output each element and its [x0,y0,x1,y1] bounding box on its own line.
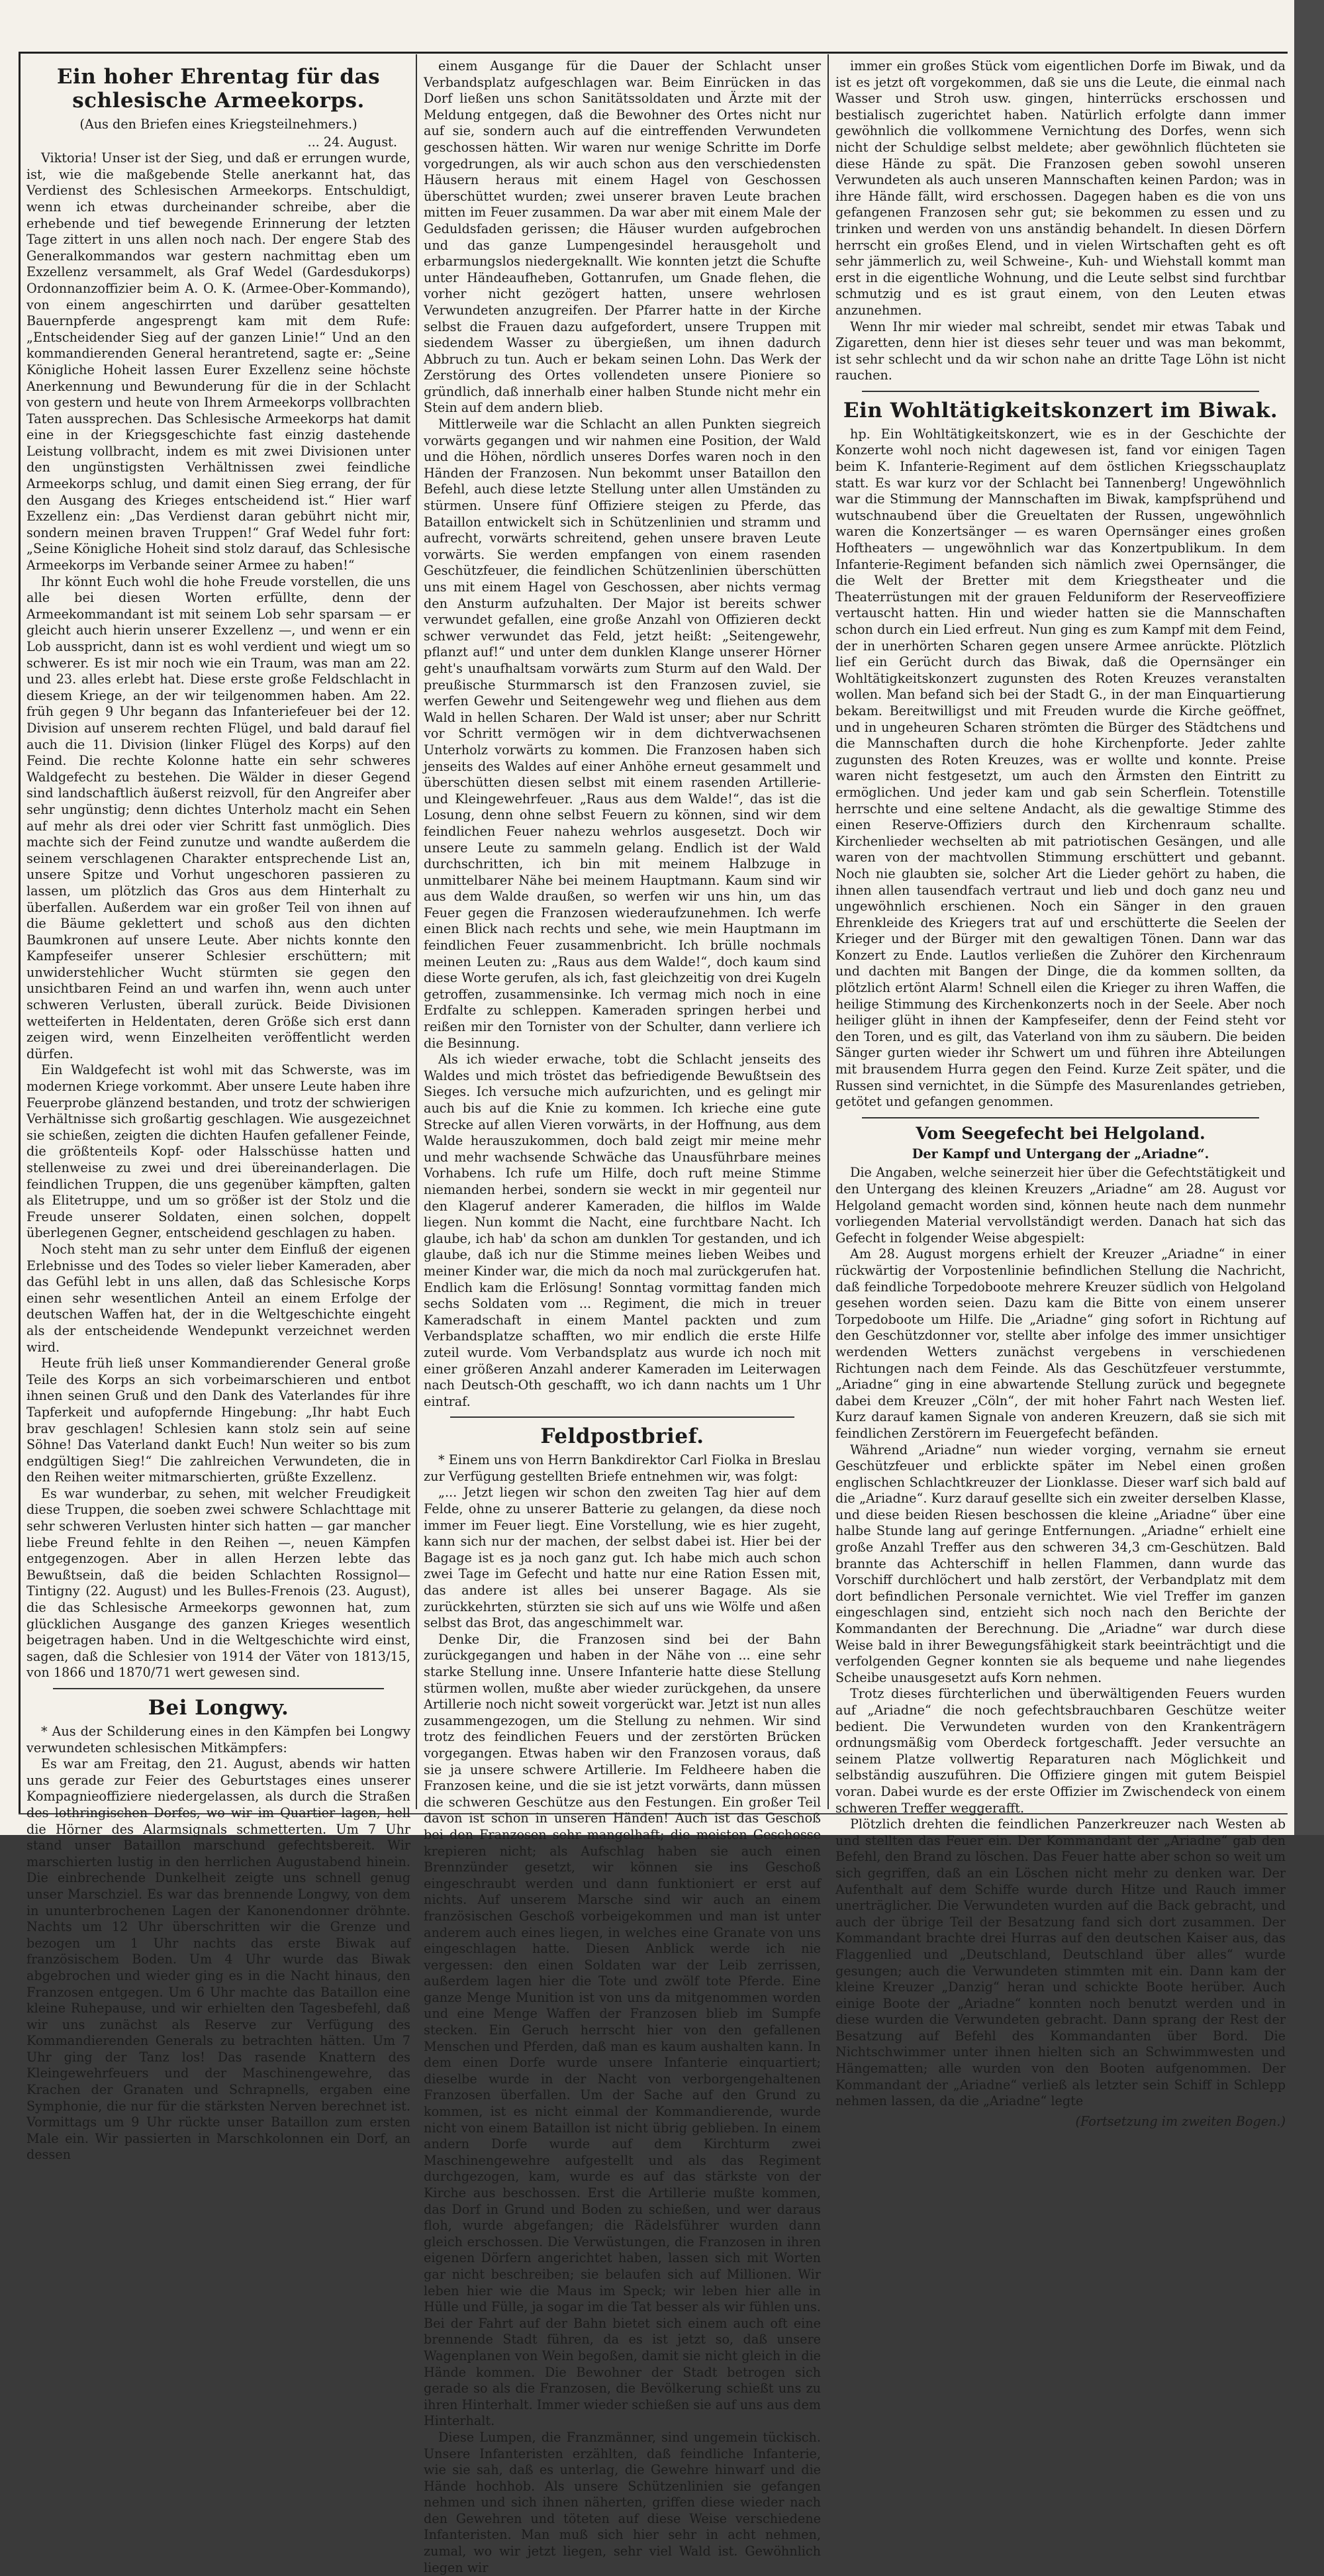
paragraph: Als ich wieder erwache, tobt die Schlacht jenseits des Waldes und mich tröstet das befriedigende Bewußtsein des Sieges. Ich versuche mich aufzurichten, und es gelingt mir auch bis auf die Knie zu kommen. Ich krieche eine gute Strecke auf allen Vieren vorwärts, in der Hoffnung, aus dem Walde herauszukommen, doch bald zeigt mir meine mehr und mehr wachsende Schwäche das Unausführbare meines Vorhabens. Ich rufe um Hilfe, doch ruft meine Stimme niemanden herbei, sondern sie weckt in mir gegenteil nur den Klageruf anderer Kameraden, die hilflos im Walde liegen. Nun kommt die Nacht, eine furchtbare Nacht. Ich glaube, ich hab' da schon am dunklen Tor gestanden, und ich glaube, daß ich nur die Stimme meines lieben Weibes und meiner Kinder war, die mich da noch mal zurückgerufen hat. Endlich kam die Erlösung! Sonntag vormittag fanden mich sechs Soldaten vom ... Regiment, die mich in treuer Kameradschaft in einem Mantel packten und zum Verbandsplatze schafften, wo mir endlich die erste Hilfe zuteil wurde. Vom Verbandsplatz aus wurde ich noch mit einer größeren Anzahl anderer Kameraden im Leiterwagen nach Deutsch-Oth geschafft, wo ich dann nachts um 1 Uhr eintraf. [424,1052,821,1409]
continuation-note: (Fortsetzung im zweiten Bogen.) [1075,2113,1286,2129]
article-separator [53,1688,384,1689]
paragraph: * Aus der Schilderung eines in den Kämpfen bei Longwy verwundeten schlesischen Mitkämpfers: [26,1724,410,1756]
paragraph: Wenn Ihr mir wieder mal schreibt, sendet mir etwas Tabak und Zigaretten, denn hier ist dieses sehr teuer und was man bekommt, ist sehr schlecht und da wir schon nahe an dritte Tage Löhn ist nicht rauchen. [835,319,1286,383]
headline-helgoland: Vom Seegefecht bei Helgoland. [916,1123,1206,1143]
paragraph: Viktoria! Unser ist der Sieg, und daß er errungen wurde, ist, wie die maßgebende Stelle anerkannt hat, das Verdienst des Schlesischen Armeekorps. Entschuldigt, wenn ich etwas durcheinander schreibe, aber die erhebende und tief bewegende Erinnerung der letzten Tage zittert in uns allen noch nach. Der engere Stab des Generalkommandos war gestern nachmittag eben um Exzellenz versammelt, als Graf Wedel (Gardesdukorps) Ordonnanzoffizier beim A. O. K. (Armee-Ober-Kommando), von einem angeschirrten und darüber gesattelten Bauernpferde angesprengt kam mit dem Rufe: „Entscheidender Sieg auf der ganzen Linie!“ Und an den kommandierenden General herantretend, sagte er: „Seine Königliche Hoheit lassen Eurer Exzellenz seine höchste Anerkennung und Bewunderung für die in der Schlacht von gestern und heute von Ihrem Armeekorps vollbrachten Taten aussprechen. Das Schlesische Armeekorps hat damit eine in der Kriegsgeschichte fast einzig dastehende Leistung vollbracht, indem es mit zwei Divisionen unter den ungünstigsten Verhältnissen zwei feindliche Armeekorps schlug, und damit einen Sieg errang, der für den Ausgang des Krieges entscheidend ist.“ Hier warf Exzellenz ein: „Das Verdienst daran gebührt nicht mir, sondern meinen braven Truppen!“ Graf Wedel fuhr fort: „Seine Königliche Hoheit sind stolz darauf, das Schlesische Armeekorps im Verbande seiner Armee zu haben!“ [26,150,410,573]
paragraph: Plötzlich drehten die feindlichen Panzerkreuzer nach Westen ab und stellten das Feuer ein. Der Kommandant der „Ariadne“ gab den Befehl, den Brand zu löschen. Das Feuer hatte aber schon so weit um sich gegriffen, daß an ein Löschen nicht mehr zu denken war. Der Aufenthalt auf dem Schiffe wurde durch Hitze und Rauch immer unerträglicher. Die Verwundeten wurden auf die Back gebracht, und auch der übrige Teil der Besatzung fand sich dort zusammen. Der Kommandant brachte drei Hurras auf den deutschen Kaiser aus, das Flaggenlied und „Deutschland, Deutschland über alles“ wurde gesungen; auch die Verwundeten stimmten mit ein. Dann kam der kleine Kreuzer „Danzig“ heran und schickte Boote herüber. Auch einige Boote der „Ariadne“ konnten noch benutzt werden und in diese wurden die Verwundeten gebracht. Dann sprang der Rest der Besatzung auf Befehl des Kommandanten über Bord. Die Nichtschwimmer unter ihnen hielten sich an Schwimmwesten und Hängematten; alle wurden von den Booten aufgenommen. Der Kommandant der „Ariadne“ verließ als letzter sein Schiff in Schlepp nehmen lassen, da die „Ariadne“ legte [835,1816,1286,2109]
paragraph: Es war wunderbar, zu sehen, mit welcher Freudigkeit diese Truppen, die soeben zwei schwere Schlachttage mit sehr schweren Verlusten hinter sich hatten — gar mancher liebe Freund fehlte in den Reihen —, neuen Kämpfen entgegenzogen. Aber in allen Herzen lebte das Bewußtsein, daß die beiden Schlachten Rossignol—Tintigny (22. August) und les Bulles-Frenois (23. August), die das Schlesische Armeekorps gewonnen hat, zum glücklichen Ausgange des ganzen Krieges wesentlich beigetragen haben. Und in die Weltgeschichte wird einst, sagen, daß die Schlesier von 1914 der Väter von 1813/15, von 1866 und 1870/71 wert gewesen sind. [26,1485,410,1681]
article-separator [450,1416,794,1418]
article-separator [862,1117,1259,1118]
paragraph: Noch steht man zu sehr unter dem Einfluß der eigenen Erlebnisse und des Todes so vieler lieber Kameraden, aber das Gefühl lebt in uns allen, daß das Schlesische Korps einen sehr wesentlichen Anteil an einem Erfolge der deutschen Waffen hat, der in die Weltgeschichte eingeht als der entscheidende Wendepunkt verzeichnet werden wird. [26,1241,410,1355]
left-border [19,52,21,1813]
column-rule [416,54,417,1809]
paragraph: Es war am Freitag, den 21. August, abends wir hatten uns gerade zur Feier des Geburtstages eines unserer Kompagnieoffiziere niedergelassen, als durch die Straßen des lothringischen Dorfes, wo wir im Quartier lagen, hell die Hörner des Alarmsignals schmetterten. Um 7 Uhr stand unser Bataillon marschund gefechtsbereit. Wir marschierten lustig in den herrlichen Augustabend hinein. Die einbrechende Dunkelheit zeigte uns schnell genug unser Marschziel. Es war das brennende Longwy, von dem in ununterbrochenen Lagen der Kanonendonner dröhnte. Nachts um 12 Uhr überschritten wir die Grenze und bezogen um 1 Uhr nachts das erste Biwak auf französischem Boden. Um 4 Uhr wurde das Biwak abgebrochen und wieder ging es in die Nacht hinaus, den Franzosen entgegen. Um 6 Uhr machte das Bataillon eine kleine Ruhepause, und wir erhielten den Tagesbefehl, daß wir uns zunächst als Reserve zur Verfügung des Kommandierenden Generals zu betrachten hätten. Um 7 Uhr ging der Tanz los! Das rasende Knattern des Kleingewehrfeuers und der Maschinengewehre, das Krachen der Granaten und Schrapnells, ergaben eine Symphonie, die nur für die stärksten Nerven berechnet ist. Vormittags um 9 Uhr rückte unser Bataillon zum ersten Male ein. Wir passierten in Marschkolonnen ein Dorf, an dessen [26,1756,410,2163]
paragraph: Trotz dieses fürchterlichen und überwältigenden Feuers wurden auf „Ariadne“ die noch gefechtsbrauchbaren Geschütze weiter bedient. Die Verwundeten wurden von den Krankenträgern ordnungsmäßig vom Oberdeck fortgeschafft. Jeder versuchte an seinem Platze vollwertig Reparaturen nach Möglichkeit und selbständig auszuführen. Die Offiziere gingen mit gutem Beispiel voran. Dabei wurde es der erste Offizier im Zwischendeck von einem schweren Treffer weggerafft. [835,1686,1286,1816]
paragraph: Ein Waldgefecht ist wohl mit das Schwerste, was im modernen Kriege vorkommt. Aber unsere Leute haben ihre Feuerprobe glänzend bestanden, und trotz der schwierigen Verhältnisse sich großartig geschlagen. Wie ausgezeichnet sie schießen, zeigten die dichten Haufen gefallener Feinde, die größtenteils Kopf- oder Halsschüsse hatten und stellenweise zu zwei und drei übereinanderlagen. Die feindlichen Truppen, die uns gegenüber kämpften, galten als Elitetruppe, und um so größer ist der Stolz und die Freude unserer Soldaten, einen solchen, doppelt überlegenen Gegner, entscheidend geschlagen zu haben. [26,1062,410,1241]
dateline: ... 24. August. [307,134,397,150]
paragraph: einem Ausgange für die Dauer der Schlacht unser Verbandsplatz aufgeschlagen war. Beim Einrücken in das Dorf ließen uns schon Sanitätssoldaten und Ärzte mit der Meldung entgegen, daß die Bewohner des Ortes nicht nur auf sie, sondern auch auf die eintreffenden Verwundeten geschossen hätten. Wir waren nur wenige Schritte im Dorfe vorgedrungen, als wir auch schon aus den verschiedensten Häusern heraus mit einem Hagel von Geschossen überschüttet wurden; zwei unserer braven Leute brachen mitten im Feuer zusammen. Da war aber mit einem Male der Geduldsfaden gerissen; die Häuser wurden aufgebrochen und das ganze Lumpengesindel herausgeholt und erbarmungslos niedergeknallt. Wie konnten jetzt die Schufte unter Händeaufheben, Gottanrufen, um Gnade flehen, die vorher nicht gezögert hatten, unsere wehrlosen Verwundeten anzugreifen. Der Pfarrer hatte in der Kirche selbst die Frauen dazu aufgefordert, unsere Truppen mit siedendem Wasser zu übergießen, um ihnen dadurch Abbruch zu tun. Auch er bekam seinen Lohn. Das Werk der Zerstörung des Ortes vollendeten unsere Pioniere so gründlich, daß innerhalb einer halben Stunde nicht mehr ein Stein auf dem andern blieb. [424,58,821,416]
subheadline-ariadne: Der Kampf und Untergang der „Ariadne“. [912,1146,1209,1162]
column-1 [26,58,410,2163]
paragraph: Während „Ariadne“ nun wieder vorging, vernahm sie erneut Geschützfeuer und erblickte später im Nebel einen großen englischen Schlachtkreuzer der Lionklasse. Dieser warf sich bald auf die „Ariadne“. Kurz darauf gesellte sich ein zweiter derselben Klasse, und diese beiden Riesen beschossen die kleine „Ariadne“ über eine halbe Stunde lang auf geringe Entfernungen. „Ariadne“ erhielt eine große Anzahl Treffer aus den schweren 34,3 cm-Geschützen. Bald brannte das Achterschiff in hellen Flammen, dann wurde das Vorschiff durchlöchert und halb zerstört, der Verbandplatz mit dem dort befindlichen Personale vernichtet. Wie viel Treffer im ganzen eingeschlagen sind, entzieht sich noch nach den Berichte der Kommandanten der Berechnung. Die „Ariadne“ war durch diese Weise bald in ihrer Bewegungsfähigkeit stark beeinträchtigt und die verfolgenden Gegner konnten sie als bequeme und nahe liegendes Scheibe unausgesetzt aufs Korn nehmen. [835,1442,1286,1685]
column-rule [828,54,829,1809]
paragraph: hp. Ein Wohltätigkeitskonzert, wie es in der Geschichte der Konzerte wohl noch nicht dagewesen ist, fand vor einigen Tagen beim K. Infanterie-Regiment auf dem östlichen Kriegsschauplatz statt. Es war kurz vor der Schlacht bei Tannenberg! Ungewöhnlich war die Stimmung der Mannschaften im Biwak, kampfsprühend und wutschnaubend über die Greueltaten der Russen, ungewöhnlich waren die Konzertsänger — es waren Opernsänger eines großen Hoftheaters — ungewöhnlich war das Konzertpublikum. In dem Infanterie-Regiment befanden sich nämlich zwei Opernsänger, die die Welt der Bretter mit dem Kriegstheater und die Theaterrüstungen mit der grauen Felduniform der Reserveoffiziere vertauscht hatten. Hin und wieder hatten sie die Mannschaften schon durch ein Lied erfreut. Nun ging es zum Kampf mit dem Feind, der in unerhörten Scharen gegen unsere Armee anrückte. Plötzlich lief ein Gerücht durch das Biwak, daß die Opernsänger ein Wohltätigkeitskonzert zugunsten des Roten Kreuzes veranstalten wollen. Man befand sich bei der Stadt G., in der man Einquartierung bekam. Bereitwilligst und mit Freuden wurde die Kirche geöffnet, und in ungeheuren Scharen strömten die Bürger des Städtchens und die Mannschaften durch die hohe Kirchenpforte. Jeder zahlte zugunsten des Roten Kreuzes, was er wollte und konnte. Preise waren nicht festgesetzt, um auch den Ärmsten den Eintritt zu ermöglichen. Und jeder kam und gab sein Scherflein. Totenstille herrschte und eine seltene Andacht, als die gewaltige Stimme des einen Reserve-Offiziers durch den Kirchenraum schallte. Kirchenlieder wechselten ab mit patriotischen Gesängen, und alle waren von der machtvollen Stimmung erschüttert und gebannt. Noch nie glaubten sie, solcher Art die Lieder gehört zu haben, die ihnen allen tausendfach vertraut und lieb und doch ganz neu und ungewöhnlich erschienen. Noch ein Sänger in den grauen Ehrenkleide des Kriegers trat auf und erschütterte die Seelen der Krieger und der Bürger mit den gewaltigen Tönen. Dann war das Konzert zu Ende. Lautlos verließen die Zuhörer den Kirchenraum und dachten mit Bangen der Dinge, die da kommen sollten, da plötzlich ertönt Alarm! Schnell eilen die Krieger zu ihren Waffen, die heilige Stimmung des Kirchenkonzerts noch in der Seele. Aber noch heiliger glüht in ihnen der Kampfeseifer, denn der Feind steht vor den Toren, und es gilt, das Vaterland von ihm zu säubern. Die beiden Sänger gurten wieder ihr Schwert um und führen ihre Abteilungen mit brausendem Hurra gegen den Feind. Kurze Zeit später, und die Russen sind vernichtet, in die Sümpfe des Masurenlandes getrieben, getötet und gefangen genommen. [835,426,1286,1110]
headline-feldpostbrief: Feldpostbrief. [540,1424,704,1449]
paragraph: „... Jetzt liegen wir schon den zweiten Tag hier auf dem Felde, ohne zu unserer Batterie zu gelangen, da diese noch immer im Feuer liegt. Eine Vorstellung, wie es hier zugeht, kann sich nur der machen, der selbst dabei ist. Hier bei der Bagage ist es ja noch ganz gut. Ich habe mich auch schon zwei Tage im Gefecht und hatte nur eine Ration Essen mit, das andere ist alles bei unserer Bagage. Als sie zurückkehrten, stürzten sie sich auf uns wie Wölfe und aßen selbst das Brot, das angeschimmelt war. [424,1485,821,1631]
paragraph: Denke Dir, die Franzosen sind bei der Bahn zurückgegangen und haben in der Nähe von ... eine sehr starke Stellung inne. Unsere Infanterie hatte diese Stellung stürmen wollen, mußte aber wieder zurückgehen, da unsere Artillerie noch nicht soweit vorgerückt war. Jetzt ist nun alles zusammengezogen, um die Stellung zu nehmen. Wir sind trotz des feindlichen Feuers und der zerstörten Brücken vorgegangen. Etwas haben wir den Franzosen voraus, daß sie ja unsere schwere Artillerie. Im Feldheere haben die Franzosen keine, und die sie ist jetzt vorwärts, dann müssen die schweren Geschütze aus den Festungen. Ein großer Teil davon ist schon in unseren Händen! Auch ist das Geschoß bei den Franzosen sehr mangelhaft; die meisten Geschosse krepieren nicht; als Aufschlag haben sie auch einen Brennzünder gesetzt, wir können sie ins Geschoß eingeschraubt werden und dann funktioniert er erst auf nichts. Auf unserem Marsche sind wir auch an einem französischen Geschoß vorbeigekommen und man ist unter anderem auch eines liegen, in welches eine Granate von uns eingeschlagen hatte. Diesen Anblick werde ich nie vergessen: den einen Soldaten war der Leib zerrissen, außerdem lagen hier die Tote und zwölf tote Pferde. Eine ganze Menge Munition ist von uns da mitgenommen worden und eine Menge Waffen der Franzosen blieb im Sumpfe stecken. Ein Geruch herrscht hier von den gefallenen Menschen und Pferden, daß man es kaum aushalten kann. In dem einen Dorfe wurde unsere Infanterie einquartiert; dieselbe wurde in der Nacht von verborgengehaltenen Franzosen überfallen. Um der Sache auf den Grund zu kommen, ist es nicht einmal der Kommandierende, wurde nicht von einem Bataillon ist nicht übrig geblieben. In einem andern Dorfe wurde auf dem Kirchturm zwei Maschinengewehre aufgestellt und als das Regiment durchgezogen, kam, wurde es auf das stärkste von der Kirche aus beschossen. Erst die Artillerie mußte kommen, das Dorf in Grund und Boden zu schießen, und wer daraus floh, wurde abgefangen; die Rädelsführer wurden dann gleich erschossen. Die Verwüstungen, die Franzosen in ihren eigenen Dörfern angerichtet haben, lassen sich mit Worten gar nicht beschreiben; sie belaufen sich auf Millionen. Wir leben hier wie die Maus im Speck; wir leben hier alle in Hülle und Fülle, ja sogar im die Tat besser als wir fühlen uns. Bei der Fahrt auf der Bahn bietet sich einem auch oft eine brennende Stadt führen, da es ist jetzt so, daß unsere Wagenplanen von Wein begoßen, damit sie nicht gleich in die Hände kommen. Die Bewohner der Stadt betrogen sich gerade so als die Franzosen, die Bevölkerung schießt uns zu ihren Hinterhalt. Immer wieder schießen sie auf uns aus dem Hinterhalt. [424,1631,821,2429]
headline-longwy: Bei Longwy. [148,1696,289,1720]
paragraph: Am 28. August morgens erhielt der Kreuzer „Ariadne“ in einer rückwärtig der Vorpostenlinie befindlichen Stellung die Nachricht, daß feindliche Torpedoboote mehrere Kreuzer südlich von Helgoland gesehen worden seien. Dazu kam die Bitte von einem unserer Torpedoboote um Hilfe. Die „Ariadne“ ging sofort in Richtung auf den Geschützdonner vor, stellte aber infolge des immer unsichtiger werdenden Wetters zunächst vergebens in verschiedenen Richtungen nach dem Feinde. Als das Geschützfeuer verstummte, „Ariadne“ ging in eine abwartende Stellung zurück und begegnete dabei dem Kreuzer „Cöln“, der mit hoher Fahrt nach Westen lief. Kurz darauf kamen Signale von anderen Kreuzern, daß sie sich mit feindlichen Zerstörern im Feuergefecht befänden. [835,1246,1286,1441]
article-separator [862,391,1259,392]
paragraph: Die Angaben, welche seinerzeit hier über die Gefechtstätigkeit und den Untergang des kleinen Kreuzers „Ariadne“ am 28. August vor Helgoland gemacht worden sind, können heute nach dem nunmehr vorliegenden Material vervollständigt werden. Danach hat sich das Gefecht in folgender Weise abgespielt: [835,1165,1286,1246]
headline-konzert: Ein Wohltätigkeitskonzert im Biwak. [843,398,1278,422]
paragraph: Mittlerweile war die Schlacht an allen Punkten siegreich vorwärts gegangen und wir nahmen eine Position, der Wald und die Höhen, nördlich unseres Dorfes waren noch in den Händen der Franzosen. Nun bekommt unser Bataillon den Befehl, auch diese letzte Stellung unter allen Umständen zu stürmen. Unsere fünf Offiziere steigen zu Pferde, das Bataillon entwickelt sich in Schützenlinien und stramm und aufrecht, vorwärts schreitend, gehen unsere braven Leute vorwärts. Sie werden empfangen von einem rasenden Geschützfeuer, die feindlichen Schützenlinien überschütten uns mit einem Hagel von Geschossen, aber nichts vermag den Ansturm aufzuhalten. Der Major ist bereits schwer verwundet gefallen, eine große Anzahl von Offizieren deckt schwer verwundet das Feld, jetzt heißt: „Seitengewehr, pflanzt auf!“ und unter dem dunklen Klange unserer Hörner geht's unaufhaltsam vorwärts zum Sturm auf den Wald. Der preußische Sturmmarsch ist den Franzosen zuviel, sie werfen Gewehr und Seitengewehr weg und fliehen aus dem Wald in hellen Scharen. Der Wald ist unser; aber nur Schritt vor Schritt vermögen wir in dem dichtverwachsenen Unterholz vorwärts zu kommen. Die Franzosen haben sich jenseits des Waldes auf einer Anhöhe erneut gesammelt und überschütten diesen selbst mit einem rasenden Artillerie- und Kleingewehrfeuer. „Raus aus dem Walde!“, das ist die Losung, denn ohne selbst Feuern zu können, sind wir dem feindlichen Feuer nahezu wehrlos ausgesetzt. Doch wir unsere Leute zu sammeln gelang. Endlich ist der Wald durchschritten, ich bin mit meinem Halbzuge in unmittelbarer Nähe bei meinem Hauptmann. Kaum sind wir aus dem Walde draußen, so werfen wir uns hin, um das Feuer gegen die Franzosen wiederaufzunehmen. Ich werfe einen Blick nach rechts und sehe, wie mein Hauptmann im feindlichen Feuer zusammenbricht. Ich brülle nochmals meinen Leuten zu: „Raus aus dem Walde!“, doch kaum sind diese Worte gerufen, als ich, fast gleichzeitig von drei Kugeln getroffen, zusammensinke. Ich vermag mich noch in eine Erdfalte zu schleppen. Kameraden springen herbei und reißen mir den Tornister von der Schulter, dann verliere ich die Besinnung. [424,417,821,1051]
paragraph: immer ein großes Stück vom eigentlichen Dorfe im Biwak, und da ist es jetzt oft vorgekommen, daß sie uns die Leute, die einmal nach Wasser und Stroh usw. gingen, hinterrücks erschossen und bestialisch zugerichtet haben. Natürlich erfolgte dann immer gewöhnlich die vollkommene Vernichtung des Dorfes, wenn sich nicht der Schuldige selbst meldete; aber gewöhnlich flüchteten sie diese Hände zu spät. Die Franzosen geben sowohl unseren Verwundeten als auch unseren Mannschaften keinen Pardon; was in ihre Hände fällt, wird erschossen. Dagegen haben es die von uns gefangenen Franzosen sehr gut; sie bekommen zu essen und zu trinken und werden von uns anständig behandelt. In diesen Dörfern herrscht ein großes Elend, und in vielen Wirtschaften geht es oft sehr jämmerlich zu, weil Schweine-, Kuh- und Wiehstall kommt man erst in die eigentliche Wohnung, und die Leute selbst sind furchtbar schmutzig und es ist graut einem, von den Leuten etwas anzunehmen. [835,58,1286,318]
scan-edge [1294,0,1324,1835]
paragraph: Diese Lumpen, die Franzmänner, sind ungemein tückisch. Unsere Infanteristen erzählten, daß feindliche Infanterie, wie sie sah, daß es unterlag, die Gewehre hinwarf und die Hände hochhob. Als unsere Schützenlinien sie gefangen nehmen und sich ihnen näherten, griffen diese wieder nach den Gewehren und töteten auf diese Weise verschiedene Infanteristen. Man muß sich hier sehr in acht nehmen, zumal, wo wir jetzt liegen, sehr viel Wald ist. Gewöhnlich liegen wir [424,2429,821,2575]
article-source: (Aus den Briefen eines Kriegsteilnehmers.) [79,117,357,132]
column-3 [835,58,1286,2129]
top-border [19,52,1288,54]
paragraph: Heute früh ließ unser Kommandierender General große Teile des Korps an sich vorbeimarschieren und entbot ihnen seinen Gruß und den Dank des Vaterlandes für ihre Tapferkeit und aufopfernde Hingebung: „Ihr habt Euch brav geschlagen! Schlesien kann stolz sein auf seine Söhne! Das Vaterland dankt Euch! Nun weiter so bis zum endgültigen Sieg!“ Die zahlreichen Verwundeten, die in den Reihen weiter mitmarschierten, grüßte Exzellenz. [26,1356,410,1485]
headline-armeekorps: Ein hoher Ehrentag für das schlesische Armeekorps. [56,65,381,113]
paragraph: Ihr könnt Euch wohl die hohe Freude vorstellen, die uns alle bei diesen Worten erfüllte, denn der Armeekommandant ist mit seinem Lob sehr sparsam — er gleicht auch hierin unserer Exzellenz —, und wenn er ein Lob ausspricht, dann ist es wohl verdient und wiegt um so schwerer. Es ist mir noch wie ein Traum, was man am 22. und 23. alles erlebt hat. Diese erste große Feldschlacht in diesem Kriege, an der wir teilgenommen haben. Am 22. früh gegen 9 Uhr begann das Infanteriefeuer bei der 12. Division auf unserem rechten Flügel, und bald darauf fiel auch die 11. Division (linker Flügel des Korps) auf den Feind. Die rechte Kolonne hatte ein sehr schweres Waldgefecht zu bestehen. Die Wälder in dieser Gegend sind landschaftlich äußerst reizvoll, für den Angreifer aber sehr ungünstig; denn dichtes Unterholz macht ein Sehen auf mehr als drei oder vier Schritt fast unmöglich. Dies machte sich der Feind zunutze und wandte außerdem die seinem verschlagenen Charakter entsprechende List an, unsere Spitze und Vorhut ungeschoren passieren zu lassen, um plötzlich das Gros aus dem Hinterhalt zu überfallen. Außerdem war ein großer Teil von ihnen auf die Bäume geklettert und schoß aus den dichten Baumkronen auf unsere Leute. Aber nichts konnte den Kampfeseifer unserer Schlesier erschüttern; mit unwiderstehlicher Wucht stürmten sie gegen den unsichtbaren Feind an und warfen ihn, wenn auch unter schweren Verlusten, überall zurück. Beide Divisionen wetteiferten in Heldentaten, deren Größe sich erst dann zeigen wird, wenn Einzelheiten veröffentlicht werden dürfen. [26,573,410,1062]
column-2 [424,58,821,2575]
paragraph: * Einem uns von Herrn Bankdirektor Carl Fiolka in Breslau zur Verfügung gestellten Briefe entnehmen wir, was folgt: [424,1452,821,1484]
